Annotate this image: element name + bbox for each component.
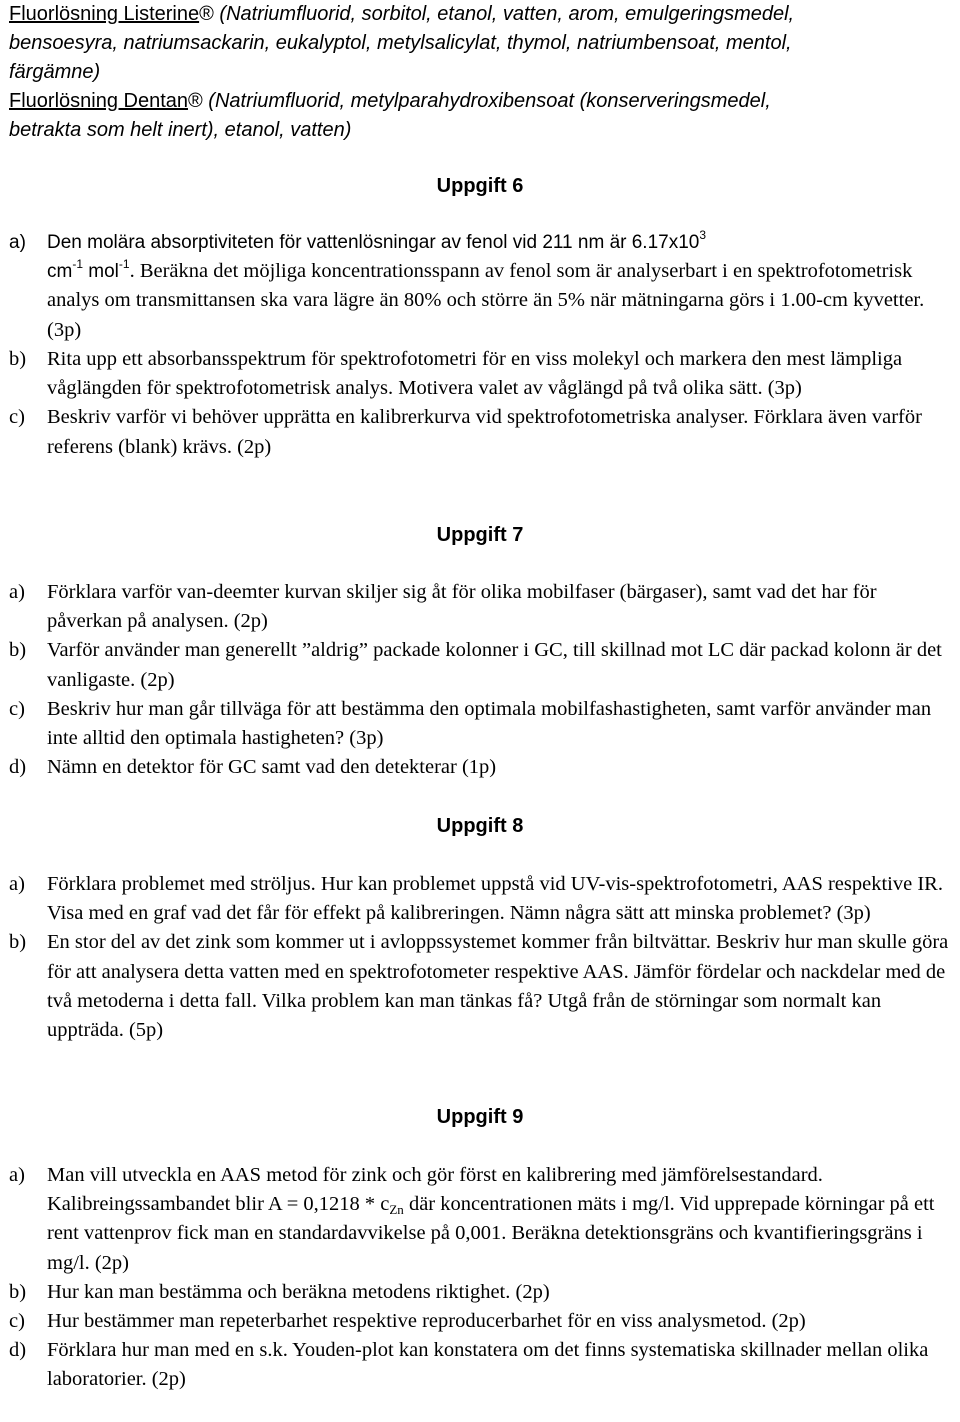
item-text: Förklara problemet med ströljus. Hur kan problemet uppstå vid UV-vis-spektrofotometri, AAS respektive IR. Visa med en graf vad det får för effekt på kalibreringen. Nämn några sätt att minska problemet? (3p) xyxy=(47,873,943,925)
task7-item-b xyxy=(9,636,954,694)
task9-item-c xyxy=(9,1307,954,1336)
item-label: c) xyxy=(9,1310,25,1333)
item-text: En stor del av det zink som kommer ut i avloppssystemet kommer från biltvättar. Beskriv hur man skulle göra för att analysera detta vatten med en spektrofotometer respektive AAS. Jämför fördelar och nackdelar med de två metoderna i detta fall. Vilka problem kan man tänkas få? Utgå från de störningar som normalt kan uppträda. (5p) xyxy=(47,931,949,1042)
task9-heading: Uppgift 9 xyxy=(436,1106,524,1128)
dentan-name: Fluorlösning Dentan xyxy=(9,90,188,112)
dentan-ingredients: (Natriumfluorid, metylparahydroxibensoat (konserveringsmedel, xyxy=(202,90,771,112)
task7-item-d xyxy=(9,753,954,782)
task6-item-a xyxy=(9,228,954,345)
task9-item-a xyxy=(9,1161,954,1278)
registered-icon: ® xyxy=(188,90,203,112)
item-label: a) xyxy=(9,873,25,895)
item-label: a) xyxy=(9,581,25,603)
task6-list xyxy=(9,228,954,345)
subscript: Zn xyxy=(389,1202,404,1218)
exponent: -1 xyxy=(118,257,130,272)
task7-item-c xyxy=(9,695,954,753)
item-points: (3p) xyxy=(47,318,82,341)
task8-item-a xyxy=(9,870,954,928)
listerine-line-1 xyxy=(9,0,954,29)
dentan-line-2 xyxy=(9,116,954,145)
task6-item-b xyxy=(9,345,954,403)
task8-list xyxy=(9,870,954,1045)
item-text: Man vill utveckla en AAS metod för zink och gör först en kalibrering med jämförelsestandard. Kalibreingssambandet blir A = 0,1218 * c xyxy=(47,1164,823,1216)
item-text: Beskriv hur man går tillväga för att bestämma den optimala mobilfashastigheten, samt varför använder man inte alltid den optimala hastigheten? (3p) xyxy=(47,697,932,750)
item-label: d) xyxy=(9,1339,27,1362)
listerine-ingredients: (Natriumfluorid, sorbitol, etanol, vatten, arom, emulgeringsmedel, xyxy=(213,3,795,25)
item-text: Hur bestämmer man repeterbarhet respektive reproducerbarhet för en viss analysmetod. (2p) xyxy=(47,1310,806,1333)
exponent: -1 xyxy=(72,257,83,272)
dentan-ingredients-cont: betrakta som helt inert), etanol, vatten) xyxy=(9,119,352,141)
item-label: b) xyxy=(9,639,27,662)
task9-item-b xyxy=(9,1278,954,1307)
task8-heading: Uppgift 8 xyxy=(436,815,524,837)
task8-item-b xyxy=(9,928,954,1045)
item-label: b) xyxy=(9,348,27,370)
listerine-name: Fluorlösning Listerine xyxy=(9,3,200,25)
item-label: c) xyxy=(9,697,25,720)
unit-cm: cm xyxy=(47,261,73,283)
item-text: Rita upp ett absorbansspektrum för spektrofotometri för en viss molekyl och markera den mest lämpliga våglängden för spektrofotometrisk analys. Motivera valet av våglängd på två olika sätt. (3p) xyxy=(47,348,903,400)
item-label: b) xyxy=(9,931,27,954)
task7-item-a xyxy=(9,578,954,636)
listerine-ingredients-cont: bensoesyra, natriumsackarin, eukalyptol, metylsalicylat, thymol, natriumbensoat, mentol, xyxy=(9,32,792,54)
dentan-line-1 xyxy=(9,87,954,116)
listerine-line-2 xyxy=(9,29,954,58)
product-list xyxy=(9,0,954,145)
item-label: a) xyxy=(9,1164,25,1186)
task6-item-c xyxy=(9,403,954,461)
registered-icon: ® xyxy=(199,3,214,25)
item-text: Nämn en detektor för GC samt vad den detekterar (1p) xyxy=(47,756,497,779)
item-text-cont: där koncentrationen mäts i mg/l. Vid upprepade körningar på ett rent vattenprov fick man en standardavvikelse på 0,001. Beräkna detektionsgräns och kvantifieringsgräns i mg/l. (2p) xyxy=(47,1193,935,1274)
unit-mol: mol xyxy=(83,261,119,283)
task7-list xyxy=(9,578,954,782)
item-label: a) xyxy=(9,232,26,253)
task7-heading: Uppgift 7 xyxy=(436,524,524,546)
task6-heading: Uppgift 6 xyxy=(436,175,524,197)
listerine-ingredients-end: färgämne) xyxy=(9,61,101,83)
item-text: Beskriv varför vi behöver upprätta en kalibrerkurva vid spektrofotometriska analyser. Förklara även varför referens (blank) krävs. (2p) xyxy=(47,406,922,458)
item-text: Förklara varför van-deemter kurvan skiljer sig åt för olika mobilfaser (bärgaser), samt vad det har för påverkan på analysen. (2p) xyxy=(47,581,877,633)
task9-list xyxy=(9,1161,954,1395)
task9-item-d xyxy=(9,1336,954,1394)
item-text-cont: . Beräkna det möjliga koncentrationsspann av fenol som är analyserbart i en spektrofotometrisk analys om transmittansen ska vara lägre än 80% och större än 5% när mätningarna görs i 1.00-cm kyvetter. xyxy=(47,260,925,312)
exponent: 3 xyxy=(699,228,707,242)
item-label: c) xyxy=(9,406,25,429)
item-text: Hur kan man bestämma och beräkna metodens riktighet. (2p) xyxy=(47,1280,550,1303)
task6-list-serif xyxy=(9,345,954,462)
item-label: d) xyxy=(9,756,27,779)
item-text: Varför använder man generellt ”aldrig” packade kolonner i GC, till skillnad mot LC där packad kolonn är det vanligaste. (2p) xyxy=(47,639,942,691)
listerine-line-3 xyxy=(9,58,954,87)
item-label: b) xyxy=(9,1280,27,1303)
item-text: Förklara hur man med en s.k. Youden-plot kan konstatera om det finns systematiska skillnader mellan olika laboratorier. (2p) xyxy=(47,1339,929,1391)
item-text: Den molära absorptiviteten för vattenlösningar av fenol vid 211 nm är 6.17x10 xyxy=(47,232,700,253)
